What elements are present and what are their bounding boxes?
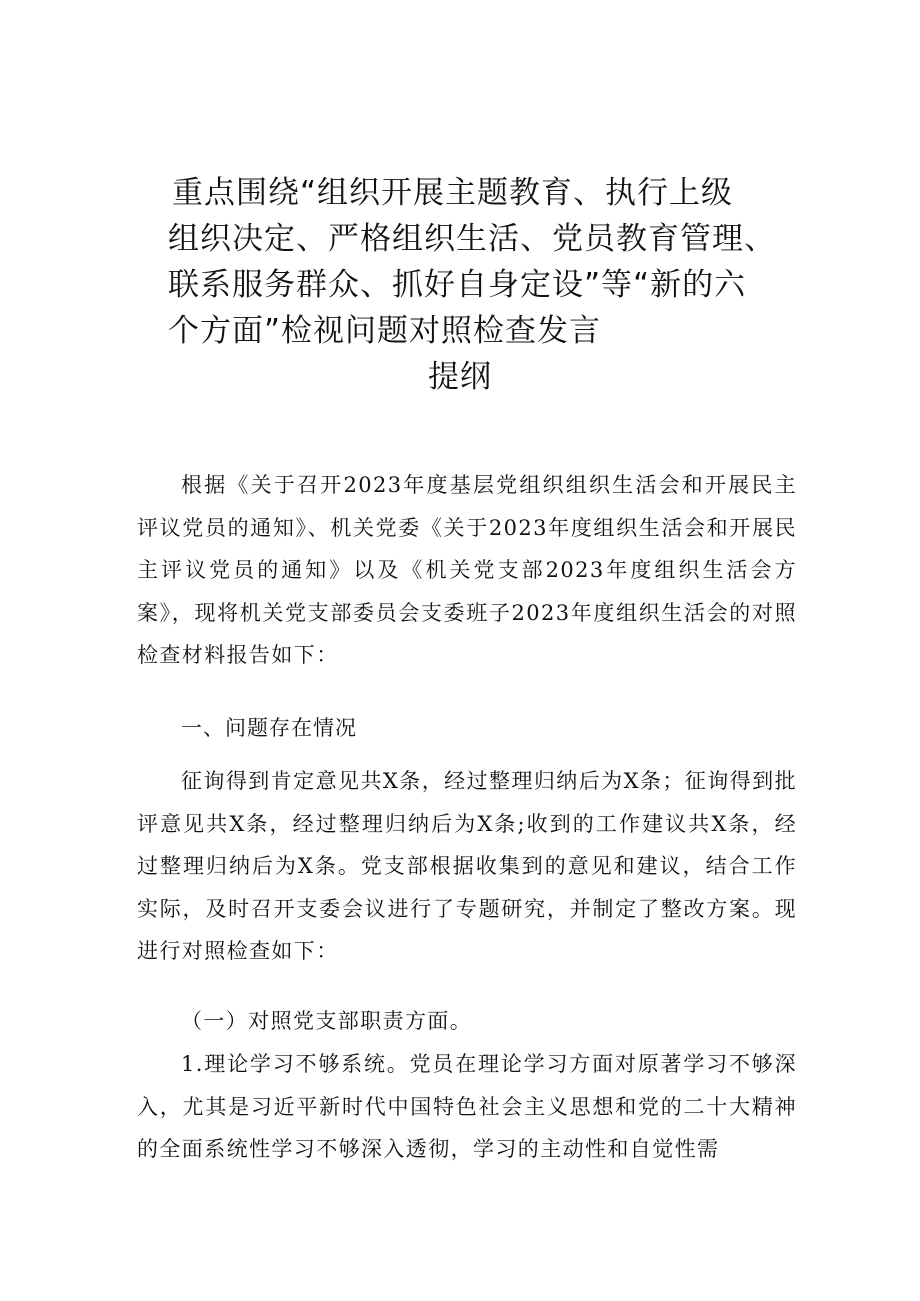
title-line-3: 联系服务群众、抓好自身定设”等“新的六	[168, 267, 747, 303]
title-line-5: 提纲	[428, 359, 492, 395]
title-line-2: 组织决定、严格组织生活、党员教育管理、	[168, 221, 776, 257]
title-line-1: 重点围绕“组织开展主题教育、执行上级	[172, 175, 734, 211]
subsection-heading-branch-duties: （一）对照党支部职责方面。	[181, 1009, 473, 1033]
document-title	[168, 170, 808, 400]
problems-paragraph: 征询得到肯定意见共X条，经过整理归纳后为X条；征询得到批评意见共X条，经过整理归纳后为X条;收到的工作建议共X条，经过整理归纳后为X条。党支部根据收集到的意见和建议，结合工作实际，及时召开支委会议进行了专题研究，并制定了整改方案。现进行对照检查如下：	[137, 769, 797, 963]
intro-paragraph: 根据《关于召开2023年度基层党组织组织生活会和开展民主评议党员的通知》、机关党委《关于2023年度组织生活会和开展民主评议党员的通知》以及《机关党支部2023年度组织生活会方案》，现将机关党支部委员会支委班子2023年度组织生活会的对照检查材料报告如下：	[137, 473, 797, 667]
item-1-paragraph: 1.理论学习不够系统。党员在理论学习方面对原著学习不够深入，尤其是习近平新时代中国特色社会主义思想和党的二十大精神的全面系统性学习不够深入透彻，学习的主动性和自觉性需	[137, 1052, 797, 1161]
section-heading-problems: 一、问题存在情况	[181, 716, 357, 740]
title-line-4: 个方面”检视问题对照检查发言	[168, 313, 602, 349]
